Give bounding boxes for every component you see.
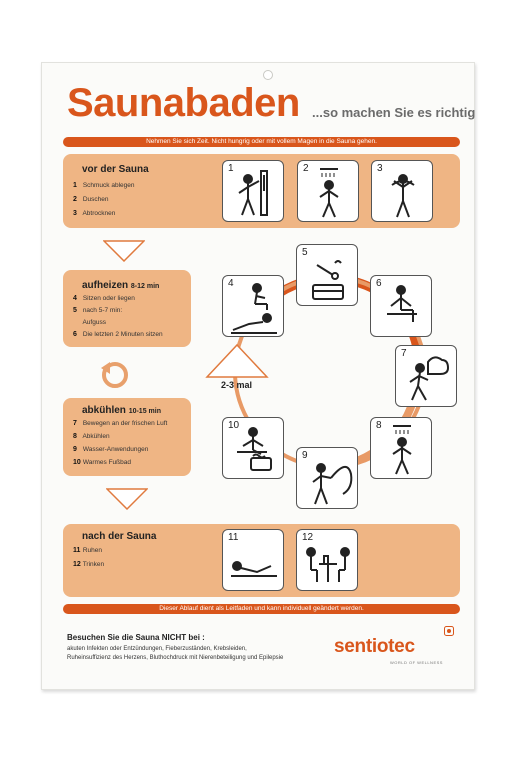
towel-dry-icon	[372, 161, 434, 223]
list-item: 11 Ruhen	[73, 547, 102, 554]
section-title-vor: vor der Sauna	[82, 164, 149, 175]
shower-icon	[298, 161, 360, 223]
fresh-air-walk-icon	[396, 346, 458, 408]
cold-shower-icon	[371, 418, 433, 480]
step-box-5: 5	[296, 244, 358, 306]
down-arrow-icon	[106, 488, 148, 510]
panel-aufheizen	[63, 270, 191, 347]
step-box-2: 2	[297, 160, 359, 222]
list-item: 1 Schmuck ablegen	[73, 182, 135, 189]
list-item: 5 nach 5-7 min:	[73, 307, 123, 314]
brand-tagline: WORLD OF WELLNESS	[390, 660, 443, 665]
brand-mark-icon	[444, 626, 454, 636]
list-item: Aufguss	[82, 319, 106, 326]
step-box-1: 1	[222, 160, 284, 222]
step-box-11: 11	[222, 529, 284, 591]
step-box-4: 4	[222, 275, 284, 337]
list-item: 7 Bewegen an der frischen Luft	[73, 420, 168, 427]
section-title-aufheizen: aufheizen 8-12 min	[82, 280, 160, 291]
remove-jewelry-icon	[223, 161, 285, 223]
step-box-7: 7	[395, 345, 457, 407]
list-item: 3 Abtrocknen	[73, 210, 116, 217]
water-hose-icon	[297, 448, 359, 510]
list-item: 8 Abkühlen	[73, 433, 110, 440]
step-box-10: 10	[222, 417, 284, 479]
list-item: 12 Trinken	[73, 561, 105, 568]
list-item: 9 Wasser-Anwendungen	[73, 446, 149, 453]
sitting-icon	[371, 276, 433, 338]
step-box-12: 12	[296, 529, 358, 591]
list-item: 2 Duschen	[73, 196, 109, 203]
contraindications-line: akuten Infekten oder Entzündungen, Fieberzuständen, Krebsleiden,	[67, 646, 247, 652]
note-bar: Dieser Ablauf dient als Leitfaden und kann individuell geändert werden.	[63, 604, 460, 614]
contraindications-line: Ruheinsuffizienz des Herzens, Bluthochdruck mit Nierenbeteiligung und Epilepsie	[67, 655, 284, 661]
step-box-6: 6	[370, 275, 432, 337]
panel-abkuehlen	[63, 398, 191, 476]
section-title-nach: nach der Sauna	[82, 531, 157, 542]
poster-subtitle: ...so machen Sie es richtig	[312, 105, 476, 120]
step-box-9: 9	[296, 447, 358, 509]
list-item: 4 Sitzen oder liegen	[73, 295, 135, 302]
foot-bath-icon	[223, 418, 285, 480]
infusion-bucket-icon	[297, 245, 359, 307]
repeat-icon	[97, 358, 133, 392]
sit-or-lie-icon	[223, 276, 285, 338]
down-arrow-icon	[103, 240, 145, 262]
hanging-hole	[263, 70, 273, 80]
list-item: 10 Warmes Fußbad	[73, 459, 131, 466]
section-title-abkuehlen: abkühlen 10-15 min	[82, 405, 161, 416]
repeat-count: 2-3 mal	[221, 380, 253, 390]
list-item: 6 Die letzten 2 Minuten sitzen	[73, 331, 163, 338]
brand-logo: sentiotec	[334, 636, 415, 657]
up-arrow-icon	[205, 343, 269, 379]
poster-title: Saunabaden	[67, 81, 300, 125]
step-box-8: 8	[370, 417, 432, 479]
intro-bar: Nehmen Sie sich Zeit. Nicht hungrig oder mit vollem Magen in die Sauna gehen.	[63, 137, 460, 147]
resting-icon	[223, 530, 285, 592]
contraindications-heading: Besuchen Sie die Sauna NICHT bei :	[67, 633, 205, 642]
step-box-3: 3	[371, 160, 433, 222]
drinking-icon	[297, 530, 359, 592]
